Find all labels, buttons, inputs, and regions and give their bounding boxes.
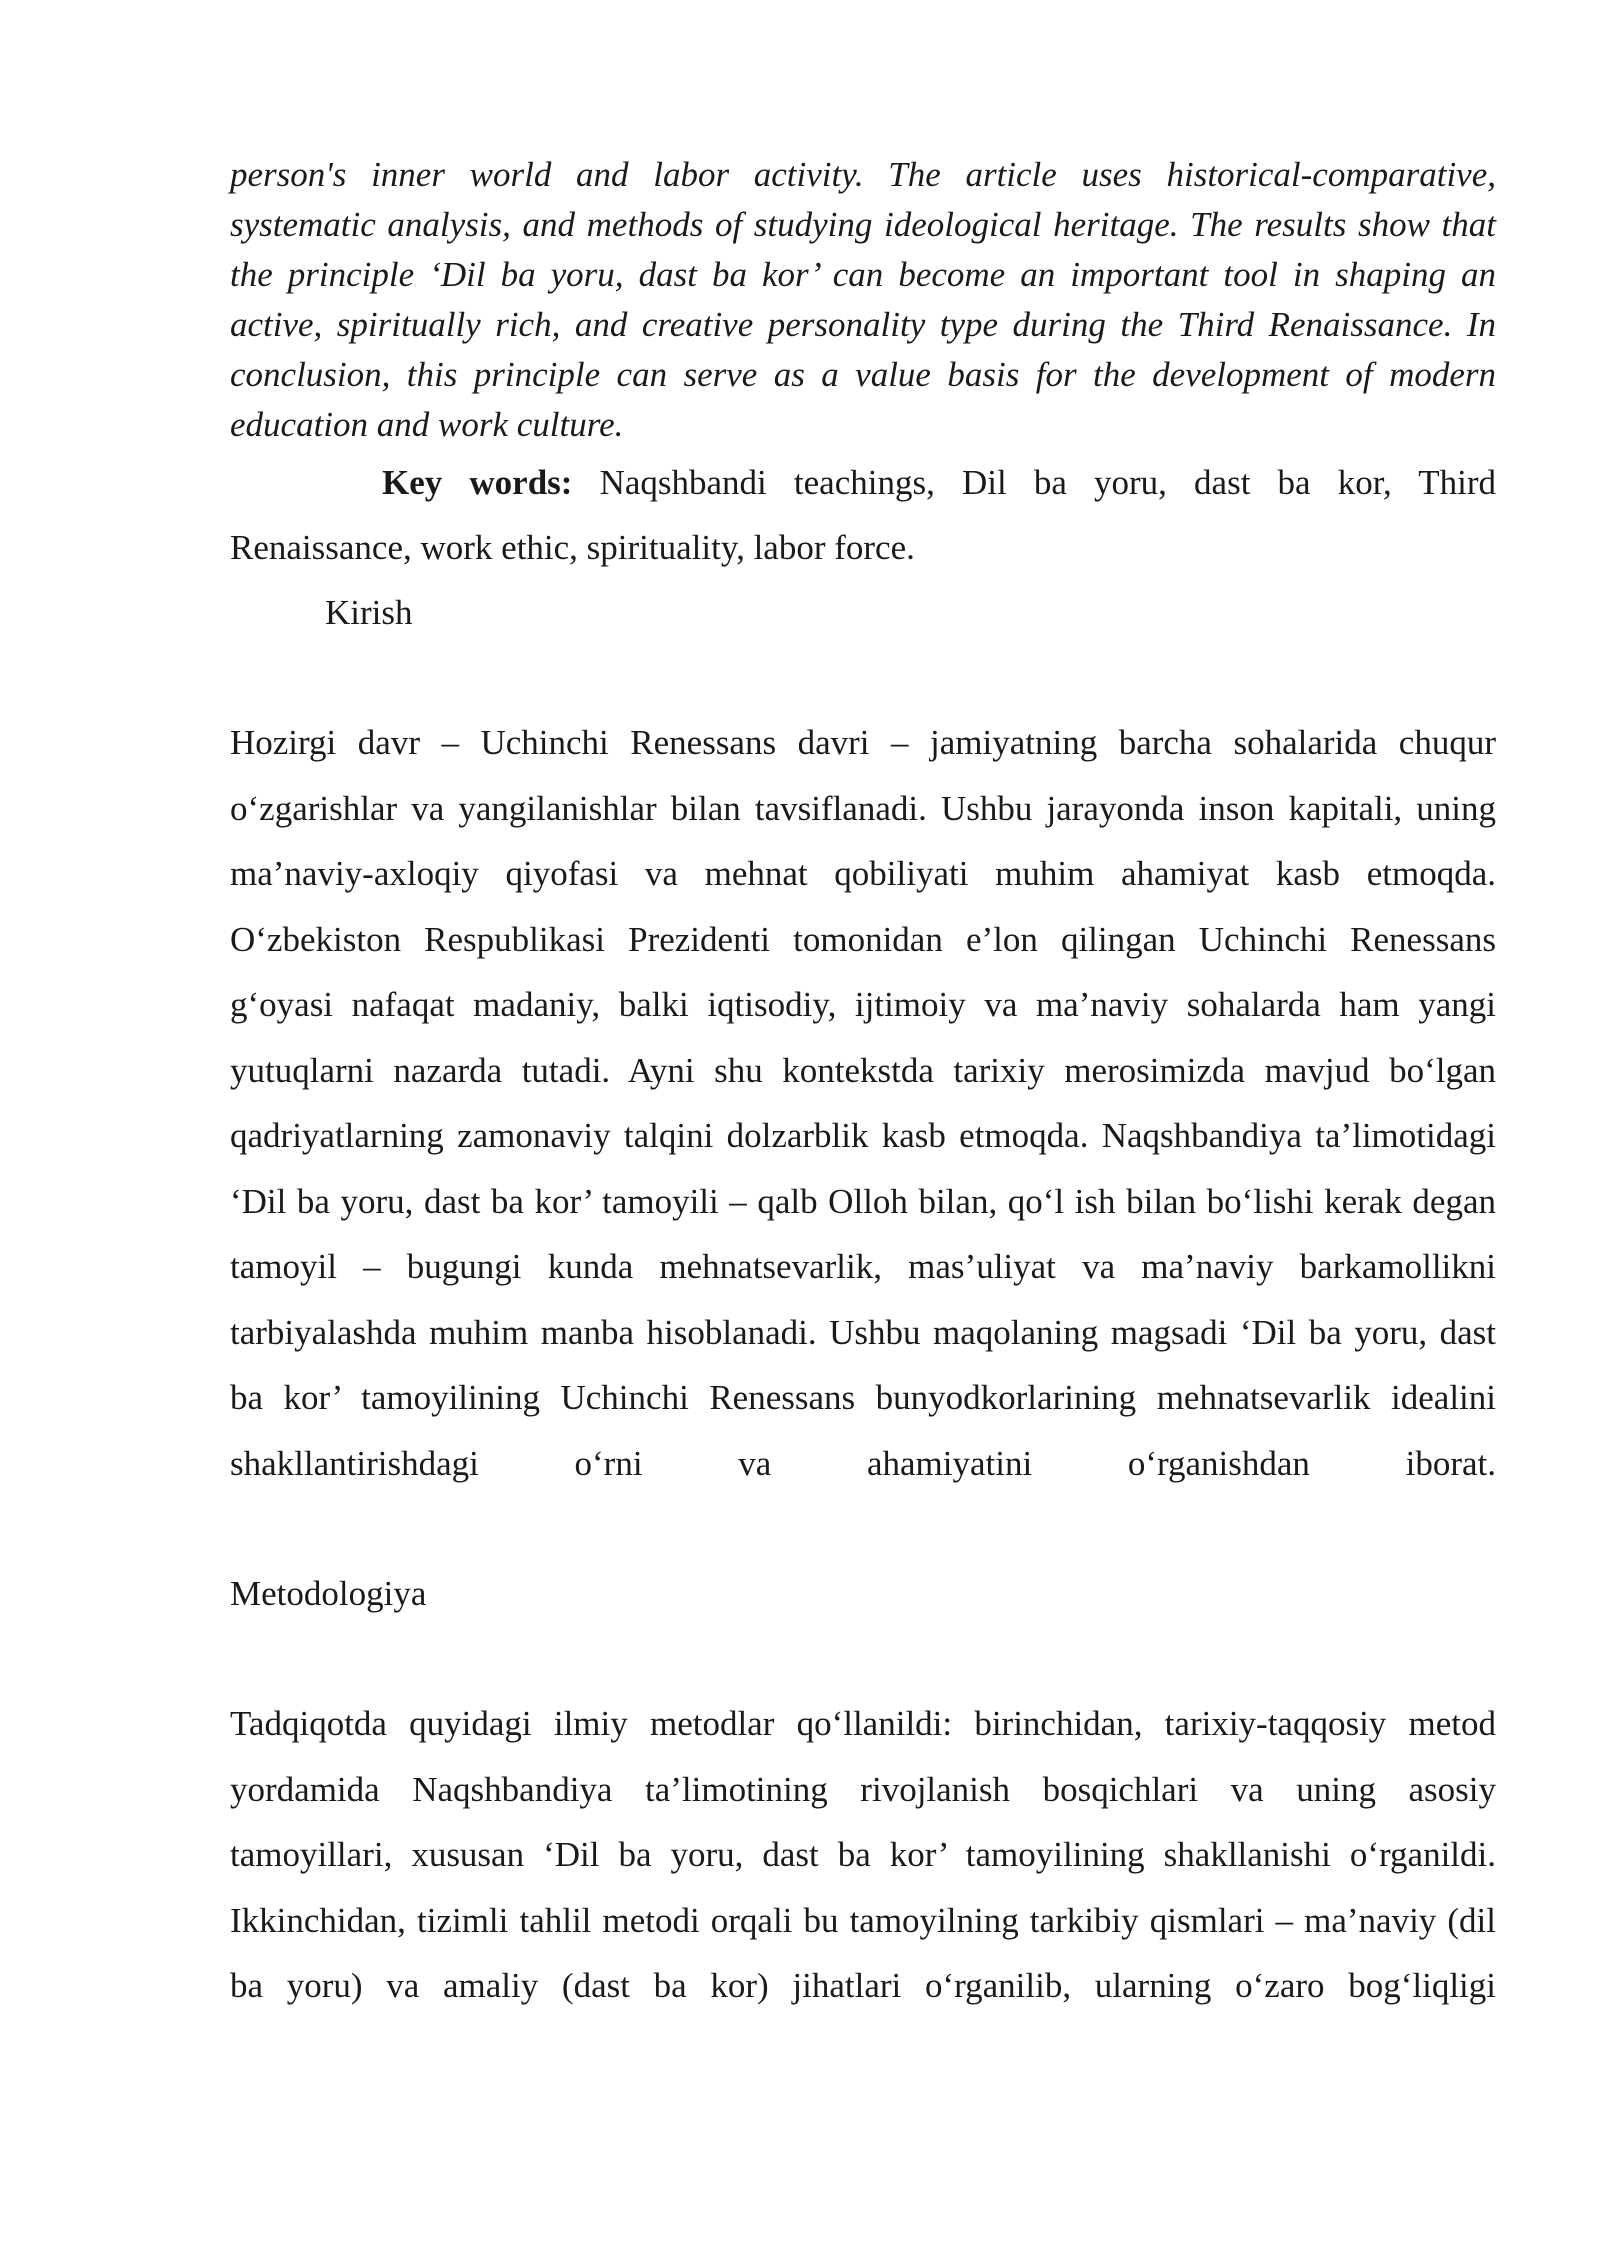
keywords-label: Key words: [382, 463, 573, 502]
section-heading-methodology: Metodologiya [230, 1574, 427, 1613]
abstract-paragraph: person's inner world and labor activity. The article uses historical-comparative, systematic analysis, and methods of studying ideological heritage. The results show that the principle ‘Dil ba yoru, dast ba kor’ can become an important tool in shaping an active, spiritually rich, and creative personality type during the Third Renaissance. In conclusion, this principle can serve as a value basis for the development of modern education and work culture. [230, 155, 1496, 444]
section-heading-introduction: Kirish [325, 593, 413, 632]
spacer [230, 1626, 1496, 1691]
introduction-paragraph: Hozirgi davr – Uchinchi Renessans davri – jamiyatning barcha sohalarida chuqur o‘zgarishlar va yangilanishlar bilan tavsiflanadi. Ushbu jarayonda inson kapitali, uning ma’naviy-axloqiy qiyofasi va mehnat qobiliyati muhim ahamiyat kasb etmoqda. O‘zbekiston Respublikasi Prezidenti tomonidan e’lon qilingan Uchinchi Renessans g‘oyasi nafaqat madaniy, balki iqtisodiy, ijtimoiy va ma’naviy sohalarda ham yangi yutuqlarni nazarda tutadi. Ayni shu kontekstda tarixiy merosimizda mavjud bo‘lgan qadriyatlarning zamonaviy talqini dolzarblik kasb etmoqda. Naqshbandiya ta’limotidagi ‘Dil ba yoru, dast ba kor’ tamoyili – qalb Olloh bilan, qo‘l ish bilan bo‘lishi kerak degan tamoyil – bugungi kunda mehnatsevarlik, mas’uliyat va ma’naviy barkamollikni tarbiyalashda muhim manba hisoblanadi. Ushbu maqolaning magsadi ‘Dil ba yoru, dast ba kor’ tamoyilining Uchinchi Renessans bunyodkorlarining mehnatsevarlik idealini shakllantirishdagi o‘rni va ahamiyatini o‘rganishdan iborat. [230, 723, 1496, 1483]
keywords-text: Naqshbandi teachings, Dil ba yoru, dast ba kor, Third Renaissance, work ethic, spirituality, labor force. [230, 463, 1496, 567]
spacer [230, 1496, 1496, 1561]
spacer [230, 645, 1496, 710]
document-page [230, 150, 1496, 2019]
keywords-paragraph [230, 450, 1496, 580]
methodology-paragraph: Tadqiqotda quyidagi ilmiy metodlar qo‘llanildi: birinchidan, tarixiy-taqqosiy metod yordamida Naqshbandiya ta’limotining rivojlanish bosqichlari va uning asosiy tamoyillari, xususan ‘Dil ba yoru, dast ba kor’ tamoyilining shakllanishi o‘rganildi. Ikkinchidan, tizimli tahlil metodi orqali bu tamoyilning tarkibiy qismlari – ma’naviy (dil ba yoru) va amaliy (dast ba kor) jihatlari o‘rganilib, ularning o‘zaro bog‘liqligi [230, 1704, 1496, 2005]
